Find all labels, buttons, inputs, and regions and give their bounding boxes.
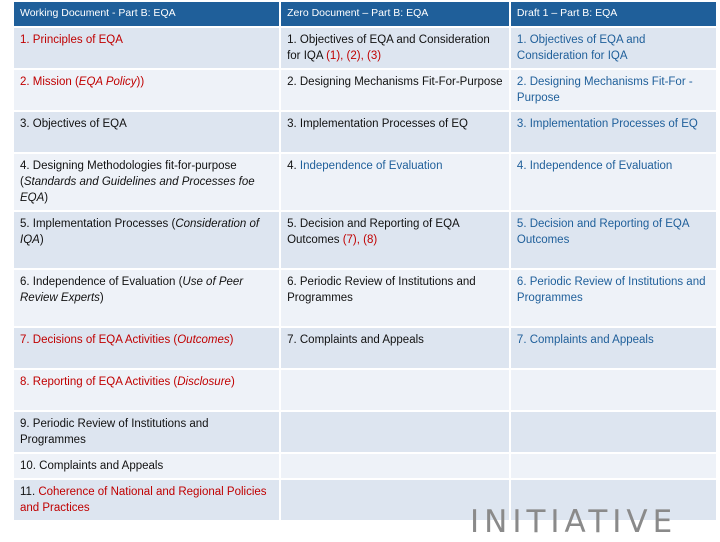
comparison-table bbox=[12, 0, 718, 522]
table-row bbox=[13, 111, 717, 153]
draft-cell bbox=[510, 411, 717, 453]
table-row bbox=[13, 211, 717, 269]
working-cell: 7. Decisions of EQA Activities (Outcomes) bbox=[13, 327, 280, 369]
table-row bbox=[13, 453, 717, 479]
table-row bbox=[13, 327, 717, 369]
draft-cell: 7. Complaints and Appeals bbox=[510, 327, 717, 369]
working-cell: 1. Principles of EQA bbox=[13, 27, 280, 69]
working-cell: 3. Objectives of EQA bbox=[13, 111, 280, 153]
working-cell: 8. Reporting of EQA Activities (Disclosure) bbox=[13, 369, 280, 411]
draft-cell bbox=[510, 453, 717, 479]
table-row bbox=[13, 411, 717, 453]
zero-cell: 3. Implementation Processes of EQ bbox=[280, 111, 510, 153]
zero-cell: 4. Independence of Evaluation bbox=[280, 153, 510, 211]
draft-cell: 4. Independence of Evaluation bbox=[510, 153, 717, 211]
draft-cell: 5. Decision and Reporting of EQA Outcomes bbox=[510, 211, 717, 269]
table-row bbox=[13, 27, 717, 69]
zero-cell bbox=[280, 453, 510, 479]
working-cell: 11. Coherence of National and Regional Policies and Practices bbox=[13, 479, 280, 521]
zero-cell: 6. Periodic Review of Institutions and Programmes bbox=[280, 269, 510, 327]
draft-cell: 2. Designing Mechanisms Fit-For - Purpose bbox=[510, 69, 717, 111]
working-cell: 4. Designing Methodologies fit-for-purpose (Standards and Guidelines and Processes foe EQA) bbox=[13, 153, 280, 211]
working-cell: 2. Mission (EQA Policy)) bbox=[13, 69, 280, 111]
draft-cell: 6. Periodic Review of Institutions and Programmes bbox=[510, 269, 717, 327]
header-working-document: Working Document - Part B: EQA bbox=[13, 1, 280, 27]
header-zero-document: Zero Document – Part B: EQA bbox=[280, 1, 510, 27]
header-row bbox=[13, 1, 717, 27]
working-cell: 5. Implementation Processes (Consideration of IQA) bbox=[13, 211, 280, 269]
zero-cell bbox=[280, 411, 510, 453]
table-row bbox=[13, 69, 717, 111]
zero-cell: 5. Decision and Reporting of EQA Outcomes (7), (8) bbox=[280, 211, 510, 269]
zero-cell: 1. Objectives of EQA and Consideration for IQA (1), (2), (3) bbox=[280, 27, 510, 69]
working-cell: 10. Complaints and Appeals bbox=[13, 453, 280, 479]
draft-cell bbox=[510, 369, 717, 411]
zero-cell: 7. Complaints and Appeals bbox=[280, 327, 510, 369]
draft-cell: 1. Objectives of EQA and Consideration for IQA bbox=[510, 27, 717, 69]
draft-cell: 3. Implementation Processes of EQ bbox=[510, 111, 717, 153]
working-cell: 9. Periodic Review of Institutions and Programmes bbox=[13, 411, 280, 453]
table-row bbox=[13, 269, 717, 327]
zero-cell bbox=[280, 369, 510, 411]
header-draft-1: Draft 1 – Part B: EQA bbox=[510, 1, 717, 27]
table-row bbox=[13, 369, 717, 411]
table-row bbox=[13, 153, 717, 211]
working-cell: 6. Independence of Evaluation (Use of Peer Review Experts) bbox=[13, 269, 280, 327]
initiative-logo-text: INITIATIVE bbox=[470, 504, 678, 540]
zero-cell: 2. Designing Mechanisms Fit-For-Purpose bbox=[280, 69, 510, 111]
